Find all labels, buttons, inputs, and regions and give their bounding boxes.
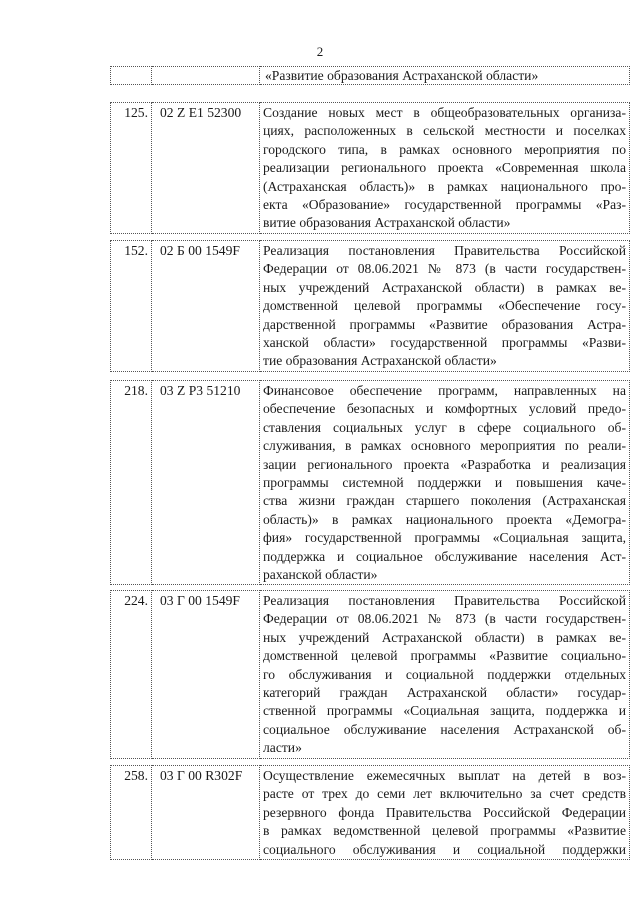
budget-code: 03 Г 00 R302F xyxy=(152,766,260,860)
description-line: зации регионального проекта «Разработка и реализация xyxy=(263,456,626,472)
row-description xyxy=(260,381,630,585)
row-218-table xyxy=(110,380,630,585)
description-line: раханской области» xyxy=(263,567,378,583)
description-line: программы системной поддержки и повышения каче- xyxy=(263,475,626,491)
row-number: 218. xyxy=(111,381,152,585)
description-line: фия» государственной программы «Социальная защита, xyxy=(263,530,626,546)
table-row xyxy=(111,103,630,234)
description-line: Федерации от 08.06.2021 № 873 (в части государствен- xyxy=(263,611,626,627)
description-line: категорий граждан Астраханской области» государ- xyxy=(263,685,626,701)
description-line: Финансовое обеспечение программ, направленных на xyxy=(263,383,626,398)
description-line: социальное обслуживание населения Астраханской об- xyxy=(263,721,626,737)
description-line: ханской области» государственной программы «Разви- xyxy=(263,335,626,351)
description-line: Осуществление ежемесячных выплат на детей в воз- xyxy=(263,768,626,783)
continuation-text: «Развитие образования Астраханской области» xyxy=(260,67,630,85)
continuation-table xyxy=(110,66,630,85)
row-description xyxy=(260,241,630,372)
description-line: служивания, в рамках основного мероприятия по реали- xyxy=(263,438,626,454)
row-number: 152. xyxy=(111,241,152,372)
description-line: ных учреждений Астраханской области) в рамках ве- xyxy=(263,279,626,295)
table-row xyxy=(111,241,630,372)
description-line: ных учреждений Астраханской области) в рамках ве- xyxy=(263,629,626,645)
row-152-table xyxy=(110,240,630,372)
description-line: домственной целевой программы «Развитие социально- xyxy=(263,648,626,664)
continuation-num-cell xyxy=(111,67,152,85)
budget-code: 03 Г 00 1549F xyxy=(152,591,260,759)
description-line: ства жизни граждан старшего поколения (Астраханская xyxy=(263,493,626,509)
description-line: поддержка и социальное обслуживание населения Аст- xyxy=(263,548,626,564)
description-line: обеспечение безопасных и комфортных условий предо- xyxy=(263,401,626,417)
description-line: екта «Образование» государственной программы «Раз- xyxy=(263,197,626,213)
row-number: 125. xyxy=(111,103,152,234)
description-line: циях, расположенных в сельской местности и поселках xyxy=(263,123,626,139)
description-line: ставления социальных услуг в сфере социального об- xyxy=(263,419,626,435)
page-number: 2 xyxy=(316,44,324,59)
row-description xyxy=(260,766,630,860)
table-row xyxy=(111,381,630,585)
description-line: Реализация постановления Правительства Российской xyxy=(263,593,626,608)
description-line: тие образования Астраханской области» xyxy=(263,353,497,369)
description-line: домственной целевой программы «Обеспечение госу- xyxy=(263,298,626,314)
budget-code: 02 Б 00 1549F xyxy=(152,241,260,372)
description-line: (Астраханская область)» в рамках национального про- xyxy=(263,178,626,194)
description-line: Реализация постановления Правительства Российской xyxy=(263,243,626,258)
description-line: социального обслуживания и социальной поддержки xyxy=(263,841,626,857)
description-line: реализации регионального проекта «Современная школа xyxy=(263,160,626,176)
row-description xyxy=(260,591,630,759)
description-line: го обслуживания и социальной поддержки отдельных xyxy=(263,666,626,682)
row-number: 258. xyxy=(111,766,152,860)
description-line: ласти» xyxy=(263,740,302,756)
description-line: Федерации от 08.06.2021 № 873 (в части государствен- xyxy=(263,261,626,277)
row-258-table xyxy=(110,765,630,860)
budget-code: 03 Z P3 51210 xyxy=(152,381,260,585)
description-line: ственной программы «Социальная защита, поддержка и xyxy=(263,703,626,719)
description-line: витие образования Астраханской области» xyxy=(263,215,511,231)
continuation-row xyxy=(111,67,630,85)
description-line: расте от трех до семи лет включительно за счет средств xyxy=(263,786,626,802)
continuation-code-cell xyxy=(152,67,260,85)
budget-code: 02 Z E1 52300 xyxy=(152,103,260,234)
row-number: 224. xyxy=(111,591,152,759)
description-line: Создание новых мест в общеобразовательных организа- xyxy=(263,105,626,120)
description-line: область)» в рамках национального проекта «Демогра- xyxy=(263,511,626,527)
description-line: городского типа, в рамках основного мероприятия по xyxy=(263,141,626,157)
row-224-table xyxy=(110,590,630,759)
description-line: резервного фонда Правительства Российской Федерации xyxy=(263,804,626,820)
table-row xyxy=(111,766,630,860)
row-description xyxy=(260,103,630,234)
description-line: в рамках ведомственной целевой программы «Развитие xyxy=(263,823,626,839)
row-125-table xyxy=(110,102,630,234)
description-line: дарственной программы «Развитие образования Астра- xyxy=(263,316,626,332)
table-row xyxy=(111,591,630,759)
